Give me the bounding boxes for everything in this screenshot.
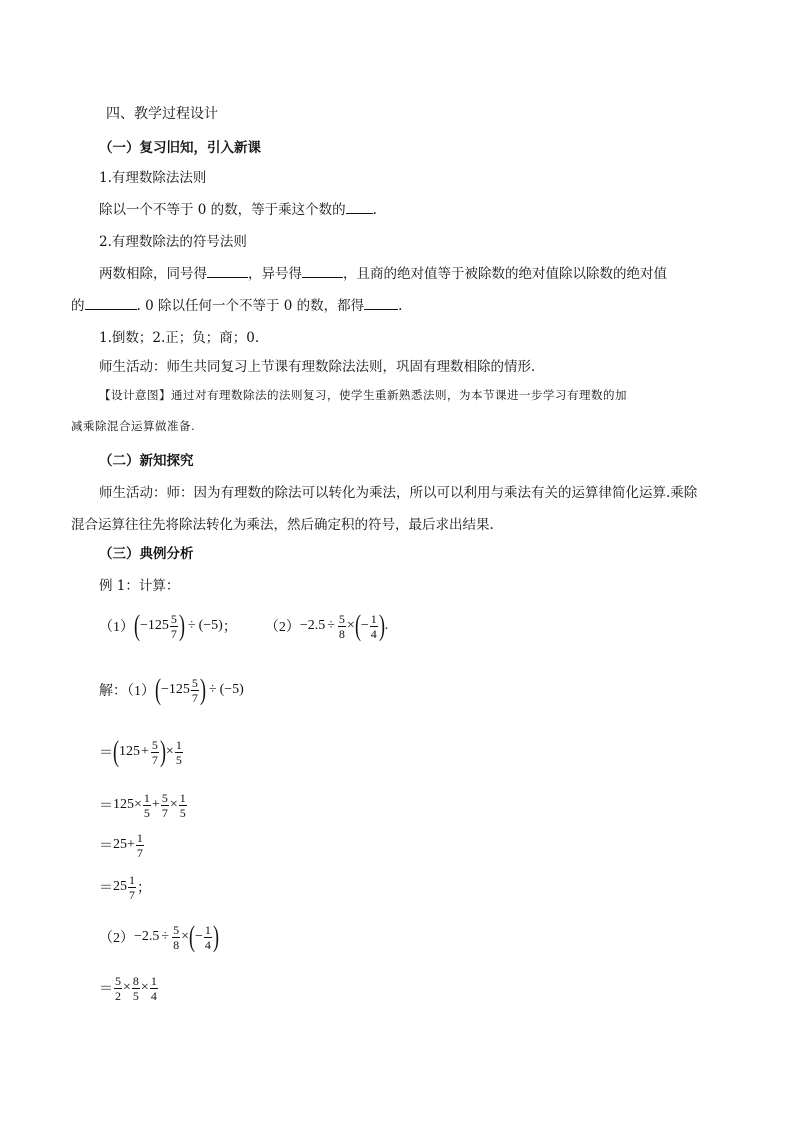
minus-5: (−5): [219, 682, 244, 697]
explore-line1: 师生活动：师：因为有理数的除法可以转化为乘法，所以可以利用与乘法有关的运算律简化运算.乘除: [99, 485, 698, 501]
equals-sign: ＝: [99, 982, 113, 997]
minus-125: −125: [140, 618, 169, 633]
times-sign: ×: [169, 797, 178, 812]
close-paren: ): [378, 609, 385, 642]
activity-review: 师生活动：师生共同复习上节课有理数除法法则，巩固有理数相除的情形．: [99, 359, 545, 375]
fraction-5-8: $\frac{5}{8}$: [173, 922, 180, 952]
problem-line: [99, 604, 388, 648]
times-sign: ×: [165, 744, 174, 759]
fraction-1-4: $\frac{1}{4}$: [204, 922, 211, 952]
answers: 1.倒数；2.正；负；商；0.: [99, 330, 260, 346]
minus-125: −125: [161, 682, 190, 697]
div-sign: ÷: [161, 929, 170, 944]
section-title: 四、教学过程设计: [106, 106, 218, 122]
rule2-line1-c: ，且商的绝对值等于被除数的绝对值除以除数的绝对值: [343, 266, 667, 282]
minus-5: (−5): [198, 618, 223, 633]
blank-same-sign: [207, 264, 248, 278]
times-sign: ×: [346, 618, 355, 633]
fraction-5-2: $\frac{5}{2}$: [115, 973, 121, 1003]
fraction-1-5: $\frac{1}{5}$: [175, 737, 182, 767]
problem2-label: （2）: [264, 620, 300, 635]
rule1-text: [99, 198, 377, 218]
blank-diff-sign: [302, 264, 343, 278]
step4-line: [99, 870, 151, 904]
num-125: 125: [113, 797, 134, 812]
div-sign: ÷: [327, 618, 335, 633]
subsection-examples-title: （三）典例分析: [99, 546, 194, 562]
rule1-text-a: 除以一个不等于 0 的数，等于乘这个数的: [99, 202, 346, 218]
plus-sign: +: [151, 797, 160, 812]
equals-sign: ＝: [99, 839, 113, 854]
fraction-5-7: $\frac{5}{7}$: [161, 790, 168, 820]
step1-line: [99, 732, 184, 772]
times-sign: ×: [140, 980, 149, 995]
blank-reciprocal: [346, 200, 373, 214]
times-sign: ×: [134, 797, 142, 812]
explore-line2: 混合运算往往先将除法转化为乘法，然后确定积的符号，最后求出结果.: [71, 517, 494, 533]
fraction-5-7: $\frac{5}{7}$: [151, 737, 158, 767]
fraction-1-7: $\frac{1}{7}$: [129, 872, 135, 902]
times-sign: ×: [123, 980, 131, 995]
rule2-title: 2.有理数除法的符号法则: [99, 234, 247, 250]
step5-line: [99, 970, 159, 1006]
blank-zero: [364, 296, 398, 310]
div-sign: ÷: [208, 682, 217, 697]
plus-sign: +: [141, 744, 149, 759]
subsection-review-title: （一）复习旧知，引入新课: [99, 140, 261, 156]
rule1-title: 1.有理数除法法则: [99, 170, 207, 186]
num-25: 25: [113, 879, 127, 894]
solution2-line: [99, 917, 219, 957]
fraction-8-5: $\frac{8}{5}$: [132, 973, 139, 1003]
design-intent-line1: 【设计意图】通过对有理数除法的法则复习，使学生重新熟悉法则，为本节课进一步学习有理数的加: [99, 388, 627, 402]
close-paren: ): [178, 609, 185, 642]
num-125: 125: [119, 744, 140, 759]
fraction-5-8: $\frac{5}{8}$: [338, 611, 345, 641]
step3-line: [99, 828, 145, 862]
open-paren: (: [113, 735, 119, 768]
problem2-end: .: [384, 618, 389, 633]
close-paren: ): [159, 735, 166, 768]
equals-sign: ＝: [99, 746, 113, 761]
neg-sign: −: [360, 618, 369, 633]
equals-sign: ＝: [99, 799, 113, 814]
open-paren: (: [189, 920, 195, 953]
rule1-text-end: .: [372, 202, 377, 218]
close-paren: ): [199, 673, 206, 706]
rule2-line2-a: 的: [71, 298, 85, 314]
problem1-label: （1）: [99, 620, 134, 635]
blank-quotient: [85, 296, 137, 310]
rule2-line1: [99, 262, 667, 282]
rule2-line2-b: . 0 除以任何一个不等于 0 的数，都得: [136, 298, 365, 314]
num-25: 25: [113, 837, 127, 852]
step4-semicolon: ；: [137, 881, 151, 896]
rule2-line2-end: .: [398, 298, 403, 314]
div-sign: ÷: [187, 618, 196, 633]
fraction-5-7: $\frac{5}{7}$: [170, 611, 177, 641]
subsection-explore-title: （二）新知探究: [99, 453, 194, 469]
rule2-line1-a: 两数相除，同号得: [99, 266, 207, 282]
solution1-line: [99, 668, 244, 712]
open-paren: (: [155, 673, 161, 706]
fraction-1-4: $\frac{1}{4}$: [370, 611, 377, 641]
neg-sign: −: [195, 929, 203, 944]
step2-line: [99, 788, 188, 822]
problem1-semicolon: ；: [222, 620, 237, 635]
fraction-1-5: $\frac{1}{5}$: [179, 790, 186, 820]
fraction-1-4: $\frac{1}{4}$: [150, 973, 157, 1003]
close-paren: ): [212, 920, 219, 953]
fraction-5-7: $\frac{5}{7}$: [191, 675, 198, 705]
design-intent-line2: 减乘除混合运算做准备.: [71, 419, 196, 433]
example-label: 例 1：计算：: [99, 578, 180, 594]
minus-2-5: −2.5: [134, 929, 160, 944]
equals-sign: ＝: [99, 881, 113, 896]
solution2-label: （2）: [99, 931, 134, 946]
fraction-1-7: $\frac{1}{7}$: [136, 830, 143, 860]
rule2-line2: [71, 294, 402, 314]
open-paren: (: [134, 609, 140, 642]
solution-label: 解：（1）: [99, 684, 155, 699]
minus-2-5: −2.5: [299, 618, 326, 633]
rule2-line1-b: ，异号得: [248, 266, 302, 282]
fraction-1-5: $\frac{1}{5}$: [143, 790, 150, 820]
open-paren: (: [354, 609, 361, 642]
times-sign: ×: [181, 929, 189, 944]
plus-sign: +: [127, 837, 135, 852]
